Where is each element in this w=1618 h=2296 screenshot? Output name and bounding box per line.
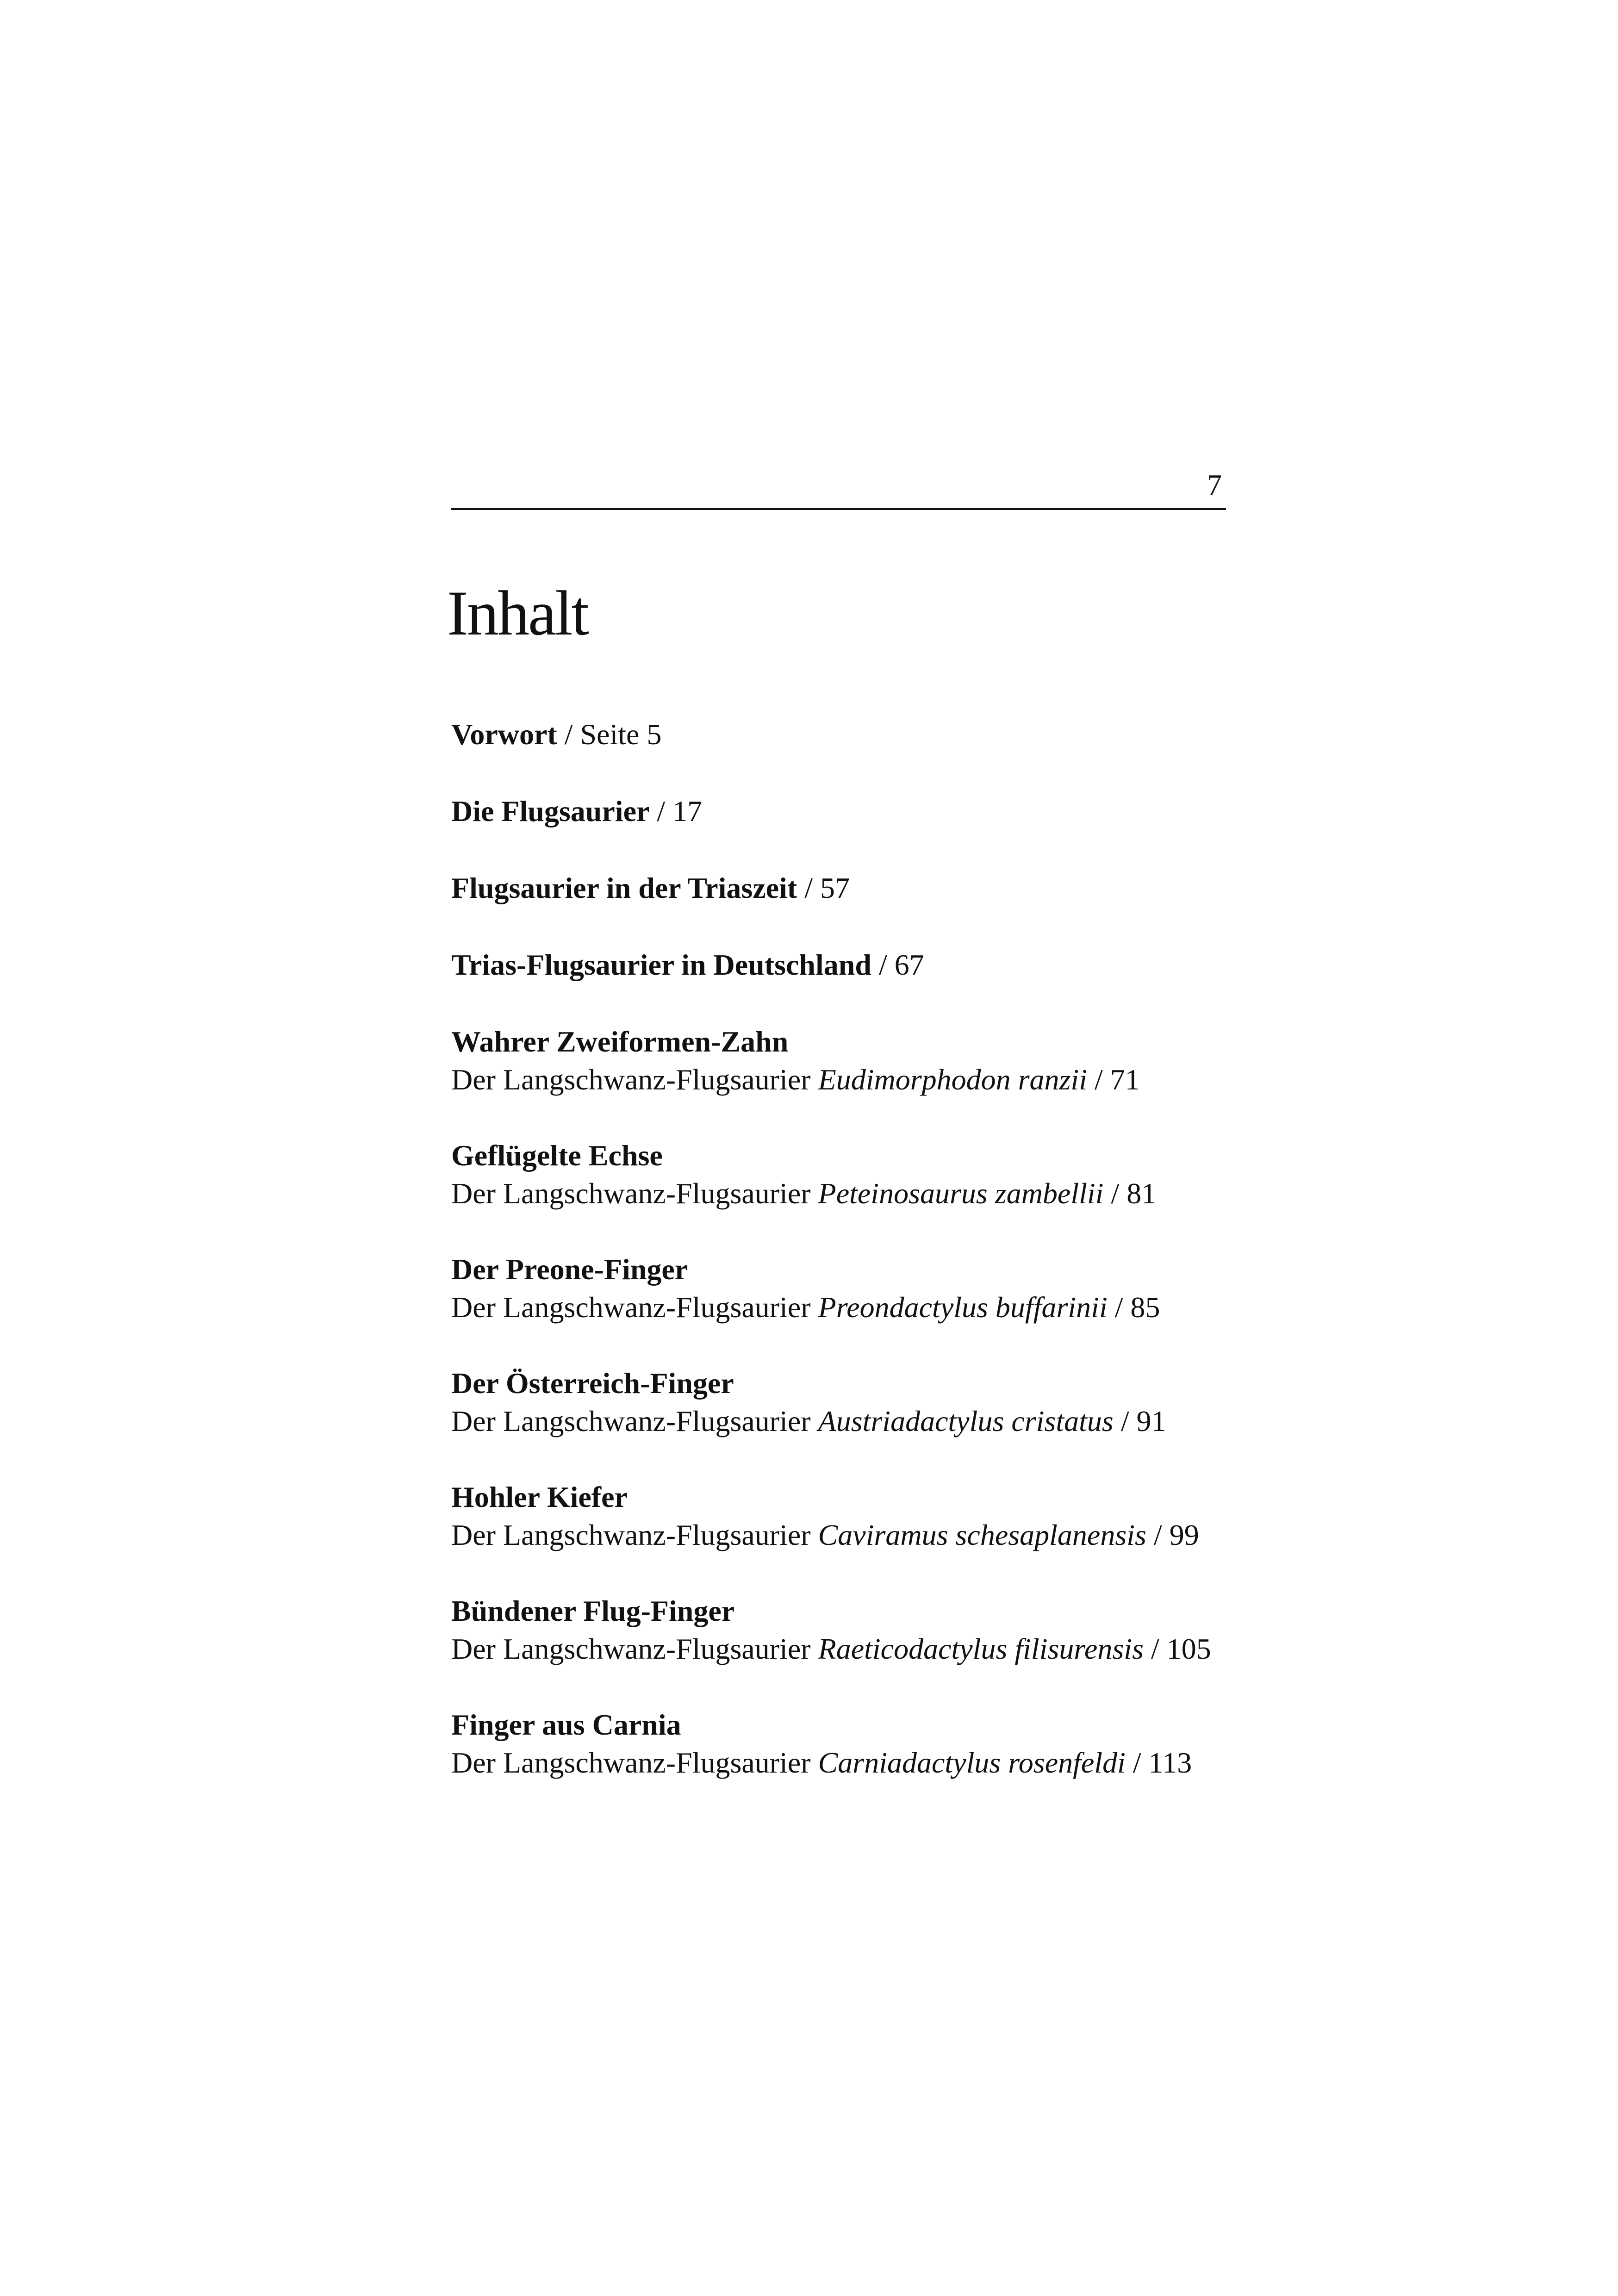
- toc-separator: /: [1153, 1518, 1162, 1551]
- toc-entry-species: Austriadactylus cristatus: [818, 1405, 1114, 1437]
- toc-entry-subline: [451, 1516, 1469, 1554]
- toc-separator: /: [1094, 1063, 1103, 1096]
- toc-entry-species: Peteinosaurus zambellii: [818, 1177, 1104, 1210]
- toc-entry-heading: Der Österreich-Finger: [451, 1367, 734, 1400]
- table-of-contents: [451, 716, 1469, 1820]
- toc-entry-line: [451, 792, 1469, 830]
- toc-entry-deutschland[interactable]: [451, 946, 1469, 984]
- toc-entry-raeticodactylus[interactable]: [451, 1592, 1469, 1668]
- toc-page-ref: Seite 5: [580, 718, 662, 751]
- toc-entry-heading: Der Preone-Finger: [451, 1253, 688, 1286]
- toc-entry-heading: Finger aus Carnia: [451, 1708, 681, 1741]
- toc-separator: /: [1114, 1291, 1123, 1324]
- toc-entry-carniadactylus[interactable]: [451, 1706, 1469, 1782]
- toc-entry-caviramus[interactable]: [451, 1478, 1469, 1554]
- toc-separator: /: [804, 871, 813, 904]
- toc-page-ref: 71: [1110, 1063, 1140, 1096]
- toc-entry-prefix: Der Langschwanz-Flugsaurier: [451, 1177, 811, 1210]
- toc-entry-subline: [451, 1288, 1469, 1326]
- toc-entry-subline: [451, 1175, 1469, 1213]
- toc-page-ref: 67: [894, 948, 924, 981]
- toc-entry-line: [451, 946, 1469, 984]
- toc-separator: /: [878, 948, 887, 981]
- toc-entry-die-flugsaurier[interactable]: [451, 792, 1469, 830]
- toc-entry-heading: Hohler Kiefer: [451, 1481, 628, 1513]
- toc-separator: /: [1151, 1632, 1159, 1665]
- toc-entry-prefix: Der Langschwanz-Flugsaurier: [451, 1746, 811, 1779]
- toc-entry-species: Caviramus schesaplanensis: [818, 1518, 1146, 1551]
- toc-entry-eudimorphodon[interactable]: [451, 1023, 1469, 1099]
- toc-entry-vorwort[interactable]: [451, 716, 1469, 753]
- toc-entry-line: [451, 716, 1469, 753]
- toc-separator: /: [564, 718, 573, 751]
- toc-entry-prefix: Der Langschwanz-Flugsaurier: [451, 1405, 811, 1437]
- toc-entry-austriadactylus[interactable]: [451, 1364, 1469, 1440]
- toc-entry-prefix: Der Langschwanz-Flugsaurier: [451, 1632, 811, 1665]
- toc-entry-heading: Trias-Flugsaurier in Deutschland: [451, 948, 871, 981]
- toc-entry-species: Carniadactylus rosenfeldi: [818, 1746, 1126, 1779]
- toc-entry-species: Preondactylus buffarinii: [818, 1291, 1108, 1324]
- toc-entry-heading: Wahrer Zweiformen-Zahn: [451, 1025, 789, 1058]
- toc-entry-heading: Vorwort: [451, 718, 557, 751]
- toc-separator: /: [1120, 1405, 1129, 1437]
- toc-page-ref: 113: [1148, 1746, 1192, 1779]
- toc-page-ref: 17: [672, 795, 703, 828]
- page-title: Inhalt: [447, 578, 588, 648]
- toc-entry-heading: Geflügelte Echse: [451, 1139, 663, 1172]
- toc-page-ref: 99: [1169, 1518, 1199, 1551]
- toc-entry-subline: [451, 1061, 1469, 1099]
- toc-separator: /: [657, 795, 666, 828]
- toc-separator: /: [1133, 1746, 1141, 1779]
- toc-entry-heading: Die Flugsaurier: [451, 795, 650, 828]
- toc-separator: /: [1111, 1177, 1120, 1210]
- toc-entry-peteinosaurus[interactable]: [451, 1137, 1469, 1213]
- page-number: 7: [1207, 468, 1222, 501]
- toc-entry-prefix: Der Langschwanz-Flugsaurier: [451, 1518, 811, 1551]
- toc-page-ref: 105: [1166, 1632, 1211, 1665]
- toc-entry-species: Raeticodactylus filisurensis: [818, 1632, 1144, 1665]
- toc-entry-triaszeit[interactable]: [451, 869, 1469, 907]
- header-rule: [451, 508, 1226, 510]
- toc-entry-heading: Flugsaurier in der Triaszeit: [451, 871, 797, 904]
- toc-page-ref: 91: [1136, 1405, 1166, 1437]
- toc-entry-line: [451, 869, 1469, 907]
- toc-page-ref: 57: [820, 871, 850, 904]
- toc-entry-subline: [451, 1744, 1469, 1782]
- toc-entry-preondactylus[interactable]: [451, 1251, 1469, 1326]
- toc-entry-subline: [451, 1630, 1469, 1668]
- toc-entry-subline: [451, 1402, 1469, 1440]
- toc-page-ref: 85: [1130, 1291, 1160, 1324]
- toc-entry-prefix: Der Langschwanz-Flugsaurier: [451, 1063, 811, 1096]
- toc-entry-species: Eudimorphodon ranzii: [818, 1063, 1087, 1096]
- toc-entry-heading: Bündener Flug-Finger: [451, 1594, 735, 1627]
- toc-page-ref: 81: [1126, 1177, 1157, 1210]
- toc-entry-prefix: Der Langschwanz-Flugsaurier: [451, 1291, 811, 1324]
